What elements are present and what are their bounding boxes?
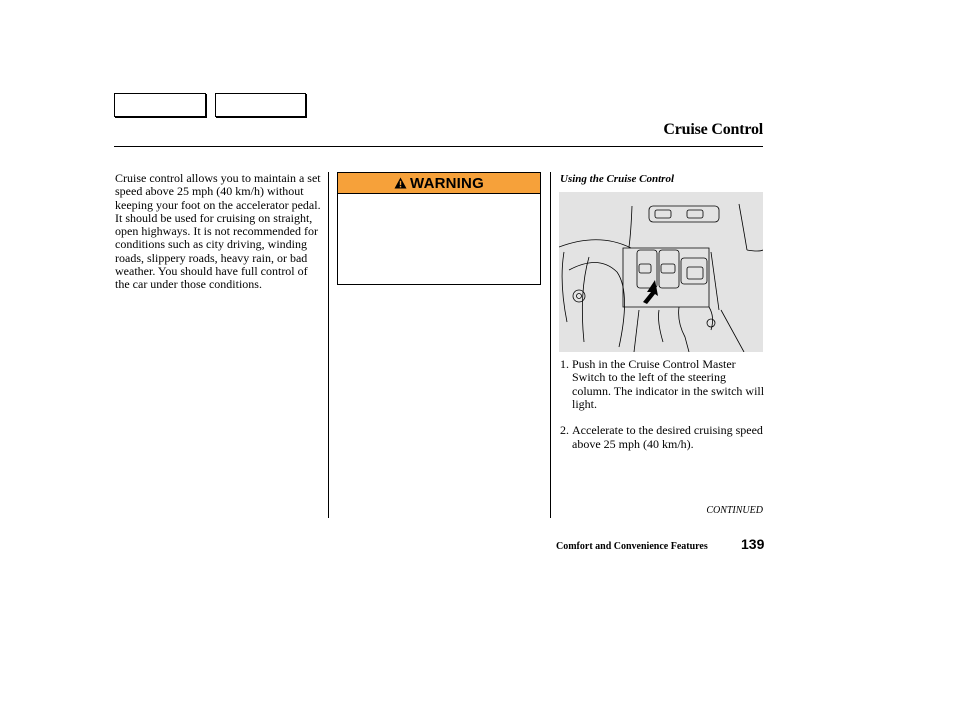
step-text: Push in the Cruise Control Master Switch to the left of the steering column. The indicator in the switch will light.	[572, 357, 765, 411]
warning-box	[337, 172, 541, 285]
warning-triangle-icon	[394, 177, 407, 189]
list-item	[560, 424, 765, 451]
figure-caption: Using the Cruise Control	[560, 173, 675, 185]
cruise-control-master-switch-illustration	[559, 192, 763, 352]
title-divider	[114, 146, 763, 147]
nav-button-previous[interactable]	[114, 93, 206, 117]
intro-paragraph: Cruise control allows you to maintain a set speed above 25 mph (40 km/h) without keeping your foot on the accelerator pedal. It should be used for cruising on straight, open highways. It is not recommended for conditions such as city driving, winding roads, slippery roads, heavy rain, or bad weather. You should have full control of the car under those conditions.	[115, 171, 321, 292]
warning-label: WARNING	[410, 174, 484, 192]
nav-button-next[interactable]	[215, 93, 306, 117]
section-name: Comfort and Convenience Features	[556, 541, 708, 552]
column-divider-left	[328, 172, 329, 518]
list-item	[560, 358, 765, 411]
step-number: 2.	[560, 423, 569, 438]
page-number: 139	[741, 536, 765, 552]
page-title: Cruise Control	[663, 121, 763, 138]
continued-label: CONTINUED	[706, 505, 763, 516]
step-text: Accelerate to the desired cruising speed above 25 mph (40 km/h).	[572, 423, 763, 451]
step-number: 1.	[560, 357, 569, 371]
steps-list	[560, 358, 765, 464]
warning-header	[338, 173, 540, 194]
column-divider-right	[550, 172, 551, 518]
